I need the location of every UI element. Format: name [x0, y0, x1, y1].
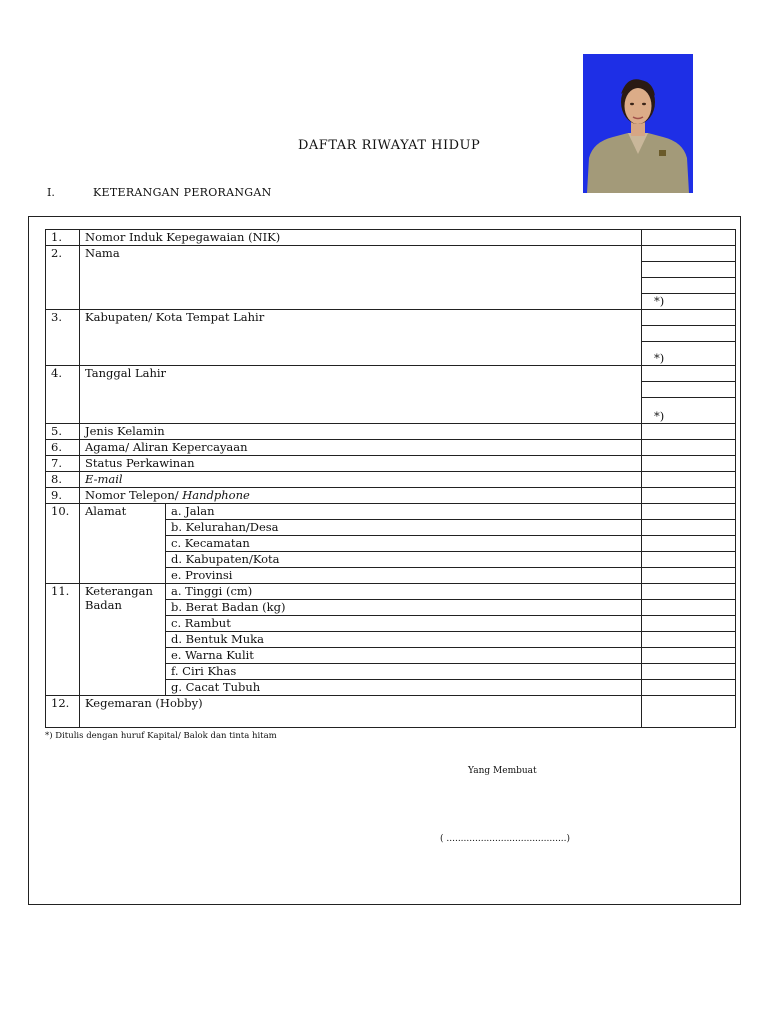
weight-field[interactable]	[641, 600, 735, 616]
capital-note-marker: *)	[653, 351, 665, 365]
footnote: *) Ditulis dengan huruf Kapital/ Balok dan tinta hitam	[45, 731, 277, 741]
capital-note-marker: *)	[653, 294, 665, 308]
row-number: 8.	[46, 472, 80, 488]
address-village-field[interactable]	[641, 520, 735, 536]
sub-label: b. Kelurahan/Desa	[166, 520, 642, 536]
face-shape-field[interactable]	[641, 632, 735, 648]
sub-label: e. Warna Kulit	[166, 648, 642, 664]
table-row	[46, 246, 736, 262]
field-label: E-mail	[80, 472, 642, 488]
marital-status-field[interactable]	[641, 456, 735, 472]
row-number: 4.	[46, 366, 80, 424]
name-field-line[interactable]	[641, 246, 735, 262]
capital-note-marker: *)	[653, 409, 665, 423]
row-number: 7.	[46, 456, 80, 472]
sub-label: e. Provinsi	[166, 568, 642, 584]
phone-label: Nomor Telepon/	[85, 488, 183, 502]
address-district-field[interactable]	[641, 536, 735, 552]
sub-label: c. Kecamatan	[166, 536, 642, 552]
table-row	[46, 696, 736, 728]
row-number: 9.	[46, 488, 80, 504]
table-row	[46, 230, 736, 246]
field-label: Jenis Kelamin	[80, 424, 642, 440]
birthdate-field-line[interactable]	[641, 382, 735, 398]
signature-label: Yang Membuat	[468, 766, 537, 776]
birthplace-field-line[interactable]	[641, 342, 735, 366]
table-row	[46, 472, 736, 488]
sub-label: f. Ciri Khas	[166, 664, 642, 680]
row-number: 3.	[46, 310, 80, 366]
birthplace-field-line[interactable]	[641, 326, 735, 342]
personal-info-table	[45, 229, 736, 728]
hobby-field[interactable]	[641, 696, 735, 728]
row-number: 2.	[46, 246, 80, 310]
hair-field[interactable]	[641, 616, 735, 632]
table-row	[46, 488, 736, 504]
sub-label: d. Bentuk Muka	[166, 632, 642, 648]
sub-label: d. Kabupaten/Kota	[166, 552, 642, 568]
row-number: 6.	[46, 440, 80, 456]
field-label: Keterangan Badan	[80, 584, 166, 696]
field-label: Nama	[80, 246, 642, 310]
sub-label: a. Jalan	[166, 504, 642, 520]
name-field-line[interactable]	[641, 262, 735, 278]
table-row	[46, 440, 736, 456]
skin-color-field[interactable]	[641, 648, 735, 664]
sub-label: a. Tinggi (cm)	[166, 584, 642, 600]
address-regency-field[interactable]	[641, 552, 735, 568]
sub-label: b. Berat Badan (kg)	[166, 600, 642, 616]
field-label: Alamat	[80, 504, 166, 584]
page-title: DAFTAR RIWAYAT HIDUP	[298, 138, 481, 153]
field-label: Agama/ Aliran Kepercayaan	[80, 440, 642, 456]
name-field-line[interactable]	[641, 278, 735, 294]
sub-label: g. Cacat Tubuh	[166, 680, 642, 696]
table-row	[46, 310, 736, 326]
person-photo-icon	[583, 54, 693, 193]
birthplace-field-line[interactable]	[641, 310, 735, 326]
section-number: I.	[47, 186, 55, 199]
applicant-photo	[583, 54, 693, 193]
address-street-field[interactable]	[641, 504, 735, 520]
disability-field[interactable]	[641, 680, 735, 696]
table-row	[46, 424, 736, 440]
address-province-field[interactable]	[641, 568, 735, 584]
row-number: 12.	[46, 696, 80, 728]
table-row	[46, 456, 736, 472]
email-field[interactable]	[641, 472, 735, 488]
phone-field[interactable]	[641, 488, 735, 504]
section-title: KETERANGAN PERORANGAN	[93, 186, 272, 199]
name-field-line[interactable]	[641, 294, 735, 310]
field-label: Nomor Induk Kepegawaian (NIK)	[80, 230, 642, 246]
signature-line: ( ..........................................)	[440, 834, 571, 844]
phone-label-italic: Handphone	[182, 488, 250, 502]
gender-field[interactable]	[641, 424, 735, 440]
birthdate-field-line[interactable]	[641, 398, 735, 424]
religion-field[interactable]	[641, 440, 735, 456]
field-label: Tanggal Lahir	[80, 366, 642, 424]
birthdate-field-line[interactable]	[641, 366, 735, 382]
distinguishing-mark-field[interactable]	[641, 664, 735, 680]
field-label	[80, 488, 642, 504]
row-number: 5.	[46, 424, 80, 440]
height-field[interactable]	[641, 584, 735, 600]
sub-label: c. Rambut	[166, 616, 642, 632]
table-row	[46, 504, 736, 520]
field-label: Kabupaten/ Kota Tempat Lahir	[80, 310, 642, 366]
field-label: Status Perkawinan	[80, 456, 642, 472]
table-row	[46, 366, 736, 382]
nik-field[interactable]	[641, 230, 735, 246]
field-label: Kegemaran (Hobby)	[80, 696, 642, 728]
row-number: 10.	[46, 504, 80, 584]
row-number: 11.	[46, 584, 80, 696]
table-row	[46, 584, 736, 600]
row-number: 1.	[46, 230, 80, 246]
